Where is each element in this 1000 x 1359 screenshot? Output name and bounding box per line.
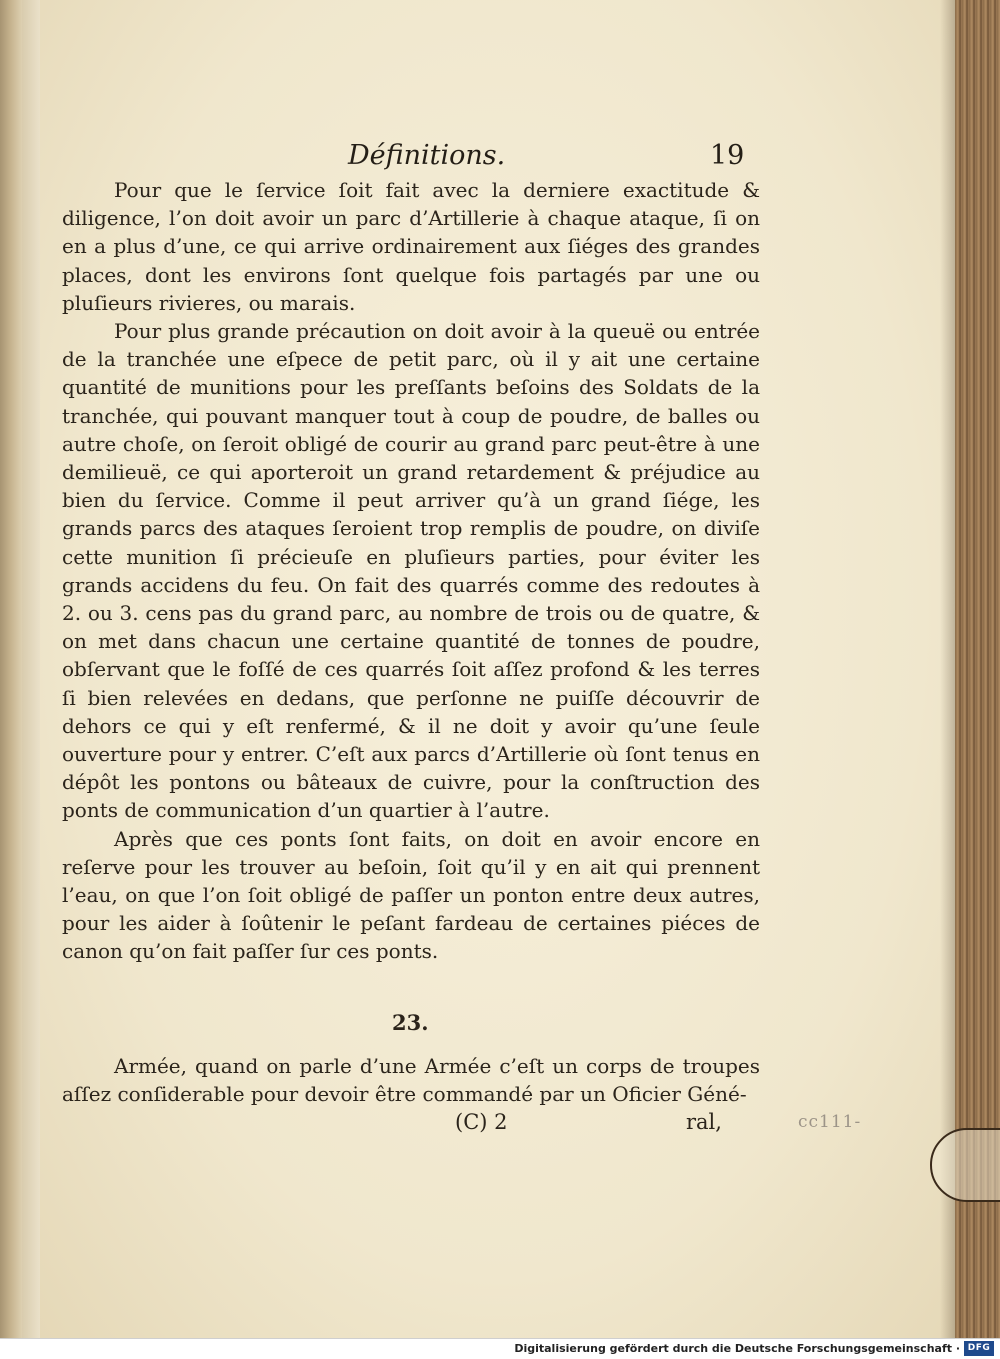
paragraph: Après que ces ponts ſont faits, on doit en avoir encore en reſerve pour les trouver au beſoin, ſoit qu’il y en ait qui prennent l’eau, on que l’on ſoit obligé de paſſer un ponton entre deux autres, pour les aider à ſoûtenir le peſant fardeau de certaines piéces de canon qu’on fait paſſer ſur ces ponts.: [62, 826, 760, 964]
signature-mark: (C) 2: [455, 1110, 508, 1134]
body-text: [62, 176, 760, 966]
dfg-logo: DFG: [964, 1341, 994, 1356]
running-head: Définitions.: [348, 140, 506, 171]
paragraph: Pour plus grande précaution on doit avoir à la queuë ou entrée de la tranchée une eſpece de petit parc, où il y ait une certaine quantité de munitions pour les preſſants beſoins des Soldats de la tranchée, qui pouvant manquer tout à coup de poudre, de balles ou autre choſe, on ſeroit obligé de courir au grand parc peut-être à une demilieuë, ce qui aporteroit un grand retardement & préjudice au bien du ſervice. Comme il peut arriver qu’à un grand ſiége, les grands parcs des ataques ſeroient trop remplis de poudre, on diviſe cette munition ſi précieuſe en pluſieurs parties, pour éviter les grands accidens du feu. On fait des quarrés comme des redoutes à 2. ou 3. cens pas du grand parc, au nombre de trois ou de quatre, & on met dans chacun une certaine quantité de tonnes de poudre, obſervant que le foſſé de ces quarrés ſoit aſſez profond & les terres ſi bien relevées en dedans, que perſonne ne puiſſe découvrir de dehors ce qui y eſt renfermé, & il ne doit y avoir qu’une ſeule ouverture pour y entrer. C’eſt aux parcs d’Artillerie où ſont tenus en dépôt les pontons ou bâteaux de cuivre, pour la conſtruction des ponts de communication d’un quartier à l’autre.: [62, 319, 760, 823]
catchword: ral,: [686, 1110, 722, 1134]
article-paragraph: Armée, quand on parle d’une Armée c’eſt un corps de troupes aſſez conſiderable pour devoir être commandé par un Oficier Géné-: [62, 1054, 760, 1107]
faint-margin-number: cc111-: [798, 1112, 862, 1132]
funding-credit: Digitalisierung gefördert durch die Deutsche Forschungsgemeinschaft ·: [514, 1342, 960, 1355]
article-number: 23.: [392, 1010, 429, 1035]
clip-tab: [930, 1128, 1000, 1202]
digitization-footer: [0, 1338, 1000, 1359]
book-binding: [0, 0, 22, 1338]
page-number: 19: [710, 140, 745, 171]
paragraph: Pour que le ſervice ſoit fait avec la derniere exactitude & diligence, l’on doit avoir un parc d’Artillerie à chaque ataque, ſi on en a plus d’une, ce qui arrive ordinairement aux ſiéges des grandes places, dont les environs ſont quelque fois partagés par une ou pluſieurs rivieres, ou marais.: [62, 178, 760, 315]
